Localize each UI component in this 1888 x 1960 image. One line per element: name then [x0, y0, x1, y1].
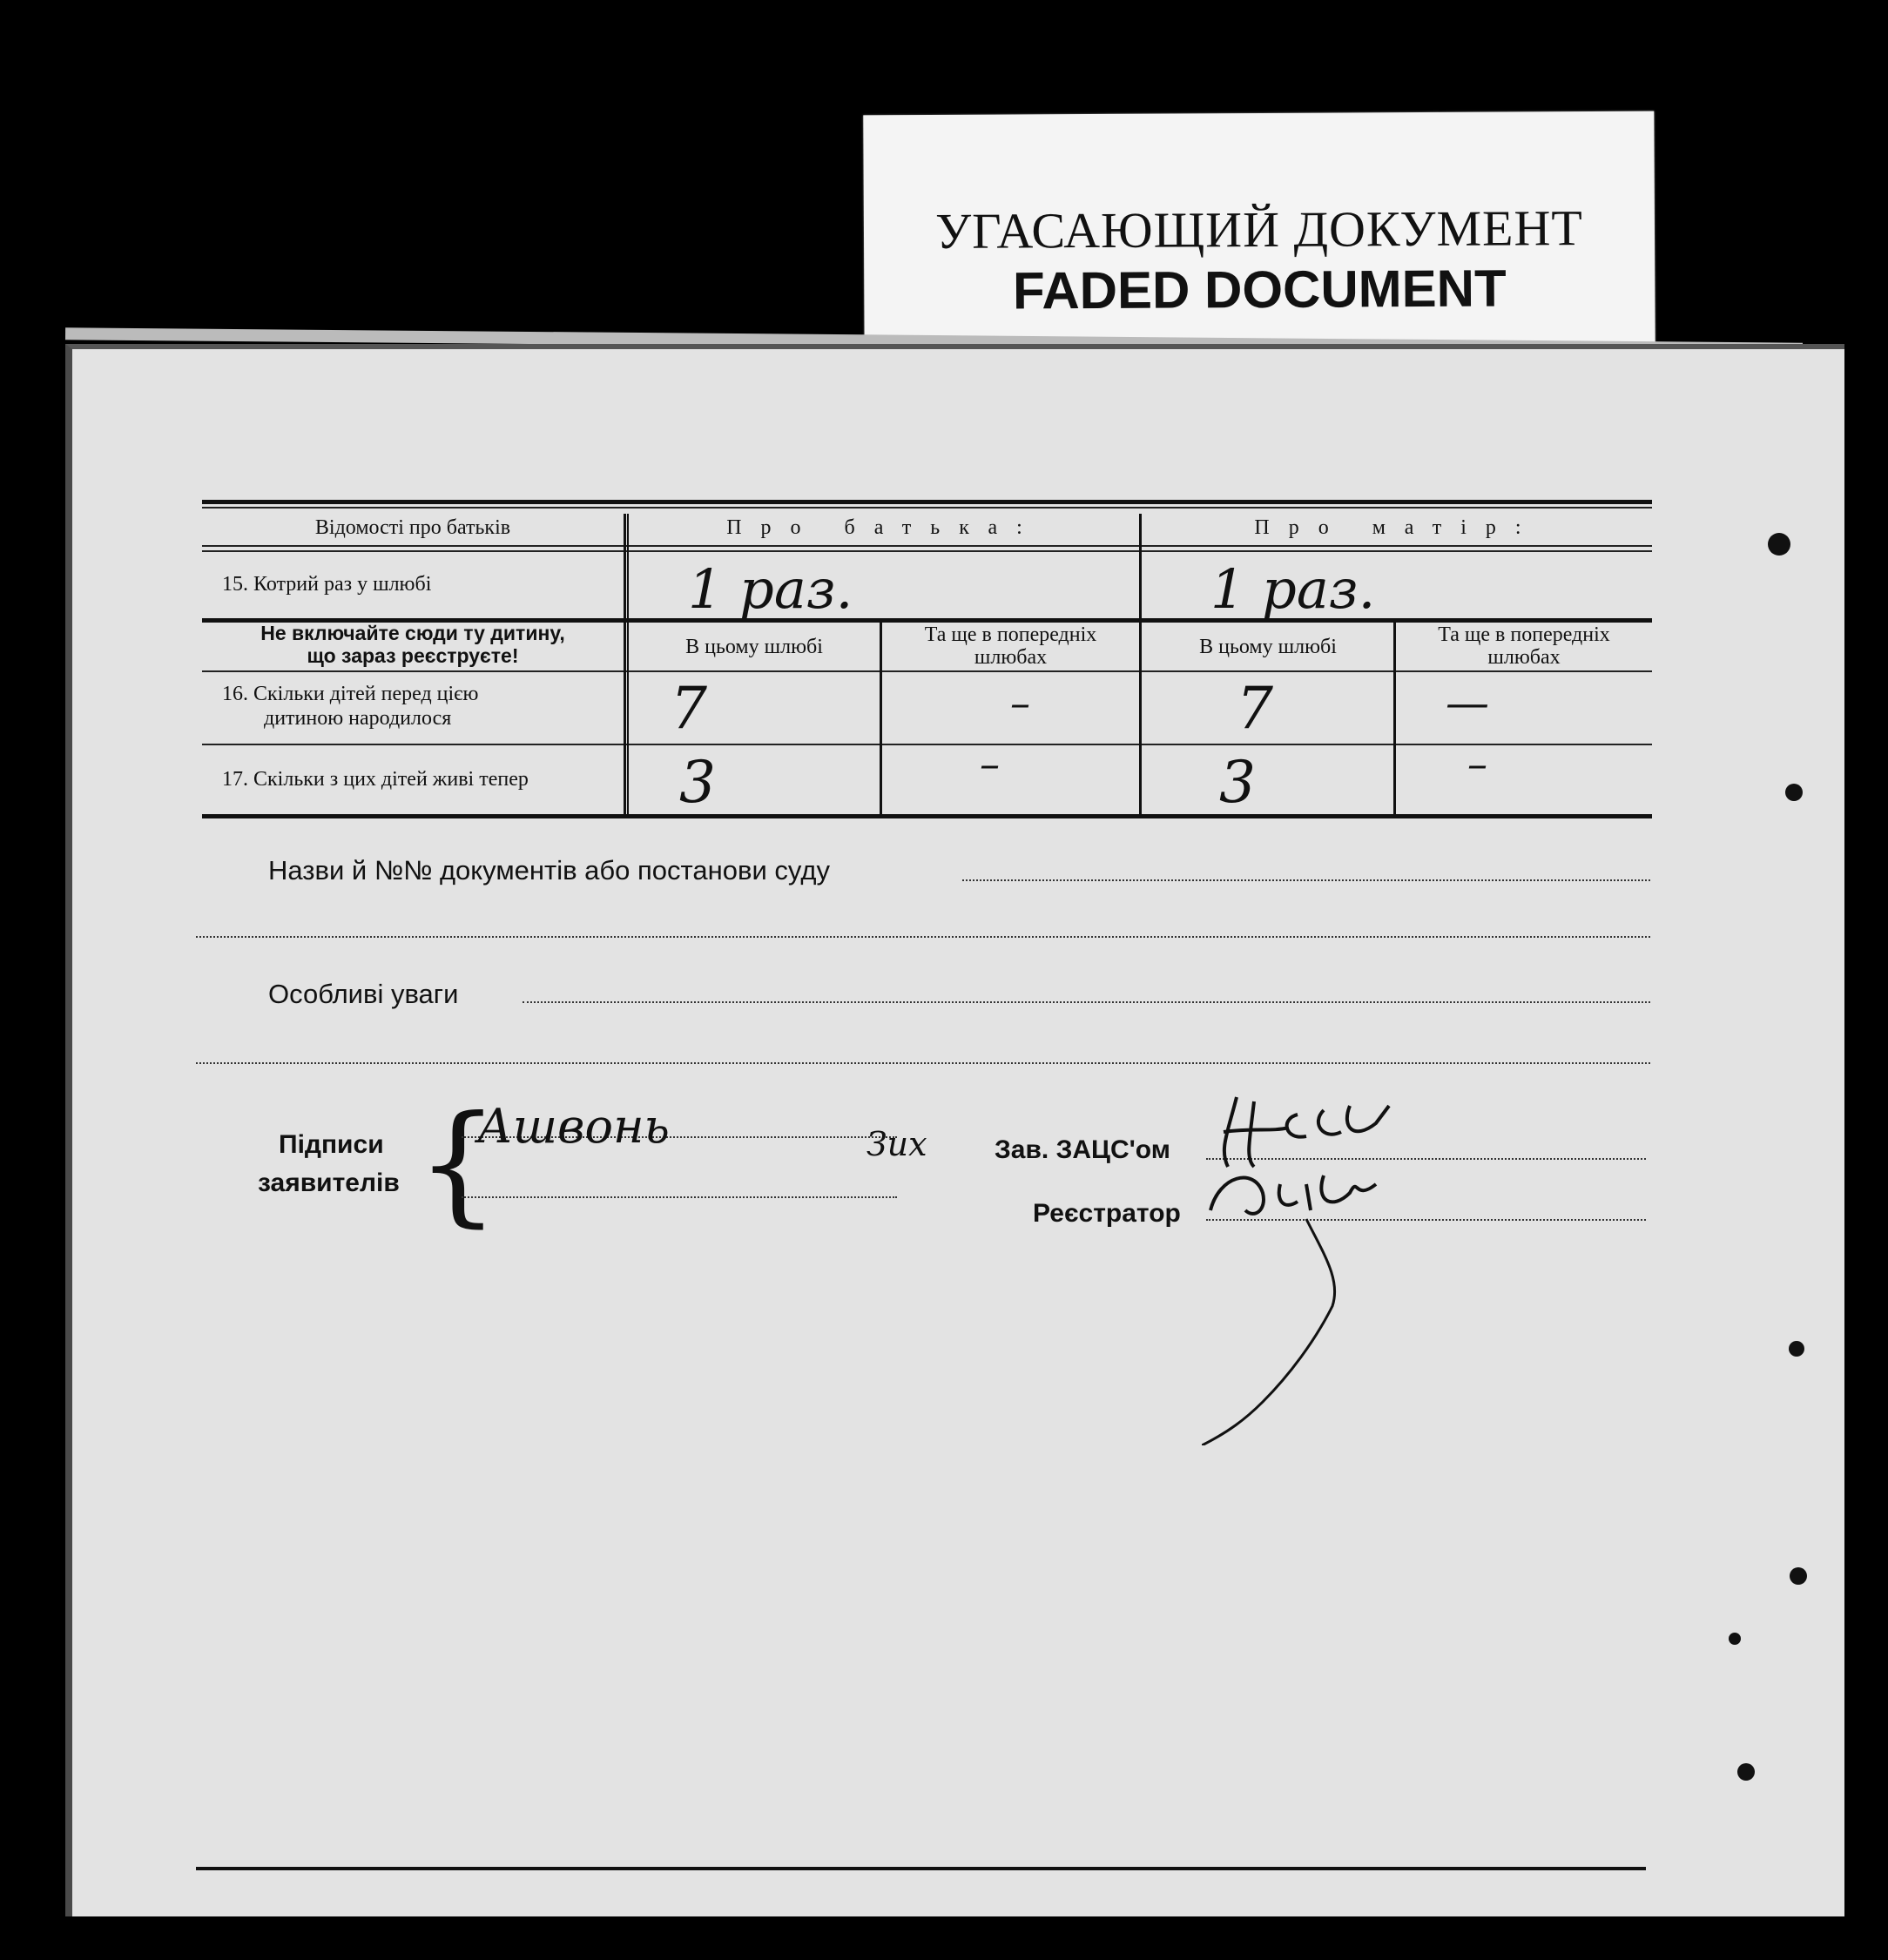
table-bottom-rule — [202, 814, 1652, 818]
signatures-brace: { — [416, 1088, 500, 1240]
row16-label-line1: 16. Скільки дітей перед цією — [222, 683, 479, 705]
applicant-signature: Ашвонь — [477, 1099, 670, 1154]
head-of-office-label: Зав. ЗАЦС'ом — [995, 1135, 1170, 1164]
row16-father-this: 7 — [671, 675, 707, 742]
mother-previous-marriages-header-1: Та ще в попередніх — [1438, 623, 1610, 646]
applicants-signatures-label-2: заявителів — [258, 1169, 400, 1197]
applicant-mark: Зих — [866, 1125, 927, 1163]
row16-mother-prev: — — [1446, 677, 1489, 728]
applicant-signature-line-2 — [462, 1196, 897, 1198]
row15-mother-value: 1 раз. — [1210, 557, 1376, 621]
binding-hole — [1737, 1763, 1755, 1781]
exclusion-note-line2: що зараз реєструєте! — [307, 644, 519, 667]
row16-label-line2: дитиною народилося — [264, 707, 452, 730]
faded-label-english: FADED DOCUMENT — [1012, 259, 1507, 320]
binding-hole — [1790, 1567, 1807, 1585]
notes-label: Особливі уваги — [268, 979, 459, 1009]
faded-label-russian: УГАСАЮЩИЙ ДОКУМЕНТ — [934, 199, 1584, 259]
row17-mother-prev: – — [1467, 740, 1487, 787]
mother-this-marriage-header: В цьому шлюбі — [1199, 636, 1337, 658]
table-top-rule — [202, 500, 1652, 504]
exclusion-note-line1: Не включайте сюди ту дитину, — [260, 622, 565, 644]
registrar-label: Реєстратор — [1033, 1199, 1181, 1228]
table-top-rule-inner — [202, 507, 1652, 509]
father-previous-marriages-header-2: шлюбах — [974, 646, 1048, 669]
row17-mother-this: 3 — [1219, 749, 1256, 816]
binding-hole — [1768, 533, 1790, 556]
documents-line-2 — [196, 936, 1650, 938]
table-vline-1 — [624, 514, 626, 814]
header-father: Про батька: — [726, 516, 1042, 539]
official-signatures — [1202, 1080, 1411, 1445]
binding-hole — [1785, 784, 1803, 801]
bottom-rule — [196, 1867, 1646, 1870]
notes-line-1 — [523, 1001, 1650, 1003]
header-mother: Про матір: — [1254, 516, 1541, 539]
header-bottom-rule — [202, 545, 1652, 547]
subheader-bottom-rule — [202, 670, 1652, 672]
documents-line-1 — [962, 879, 1650, 881]
documents-label: Назви й №№ документів або постанови суду — [268, 855, 830, 886]
row16-father-prev: – — [1010, 679, 1030, 726]
row17-father-this: 3 — [679, 749, 716, 816]
row15-father-value: 1 раз. — [688, 557, 853, 621]
applicants-signatures-label-1: Підписи — [279, 1130, 384, 1159]
header-bottom-rule-2 — [202, 550, 1652, 552]
binding-hole — [1789, 1341, 1804, 1357]
table-vline-1b — [627, 514, 629, 814]
row17-label: 17. Скільки з цих дітей живі тепер — [222, 768, 529, 791]
header-parents-info: Відомості про батьків — [314, 516, 511, 539]
notes-line-2 — [196, 1062, 1650, 1064]
faded-document-label — [863, 111, 1655, 355]
table-vline-2 — [1139, 514, 1142, 814]
mother-previous-marriages-header-2: шлюбах — [1487, 646, 1561, 669]
row17-father-prev: – — [980, 740, 1000, 787]
row15-label: 15. Котрий раз у шлюбі — [222, 573, 432, 596]
father-this-marriage-header: В цьому шлюбі — [685, 636, 823, 658]
row16-mother-this: 7 — [1237, 675, 1273, 742]
father-previous-marriages-header-1: Та ще в попередніх — [924, 623, 1097, 646]
binding-hole — [1729, 1633, 1741, 1645]
row16-bottom-rule — [202, 744, 1652, 745]
